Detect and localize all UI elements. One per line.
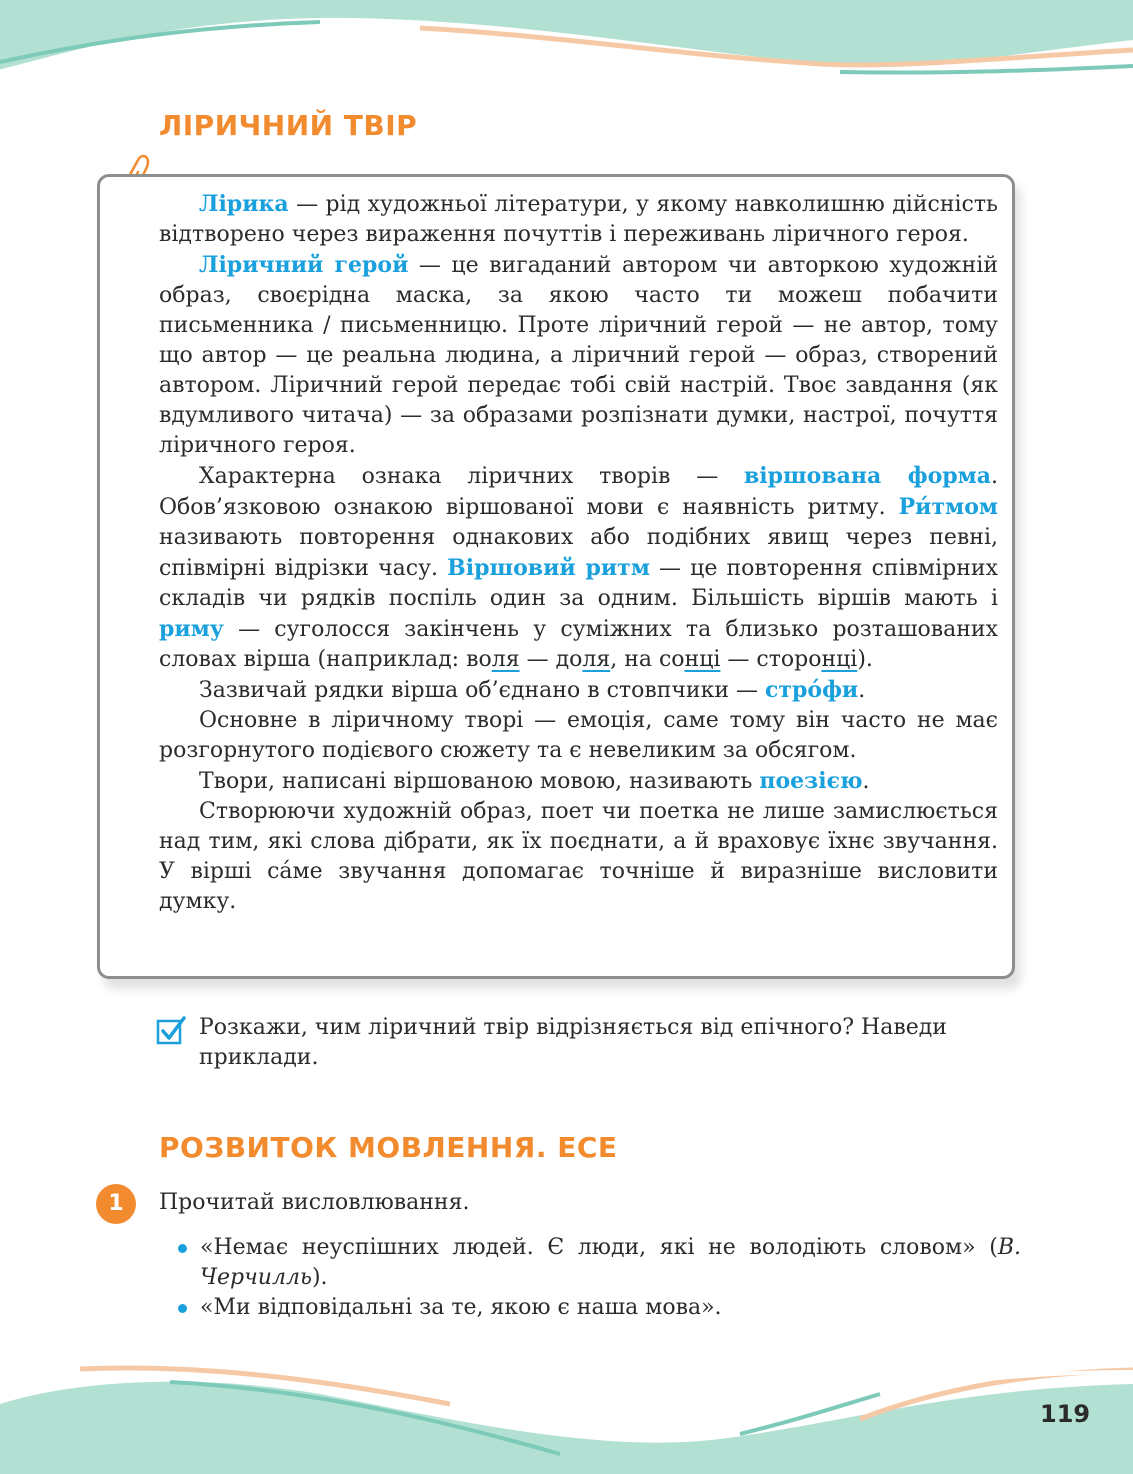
page-number: 119 xyxy=(1040,1400,1091,1428)
paragraph-text: , на со xyxy=(610,647,685,672)
section-title-lyric: ЛІРИЧНИЙ ТВІР xyxy=(159,109,418,142)
rhyme-underline: нці xyxy=(821,647,858,672)
review-question: Розкажи, чим ліричний твір відрізняється від епічного? Наведи приклади. xyxy=(199,1015,947,1070)
paragraph-text: — це вигаданий автором чи авторкою художній образ, своєрідна маска, за якою часто ти можеш побачити письменника / письменницю. Проте ліричний герой — не автор, тому що автор — це реальна людина, а ліричний герой — образ, створений автором. Ліричний герой передає тобі свій настрій. Твоє завдання (як вдумливого читача) — за образами розпізнати думки, настрої, почуття ліричного героя. xyxy=(159,253,998,458)
term-rhyme: риму xyxy=(159,616,224,642)
top-wave-decoration xyxy=(0,0,1133,90)
paragraph-text: ). xyxy=(857,647,873,672)
quote-text: «Немає неуспішних людей. Є люди, які не володіють словом» ( xyxy=(200,1235,998,1260)
rhyme-underline: нці xyxy=(684,647,721,672)
paragraph-emotion: Основне в ліричному творі — емоція, саме тому він часто не має розгорнутого подієвого сюжету та є невеликим за обсягом. xyxy=(159,708,998,763)
task-number-badge: 1 xyxy=(96,1184,136,1224)
section-title-speech: РОЗВИТОК МОВЛЕННЯ. ЕСЕ xyxy=(159,1131,618,1164)
rhyme-underline: ля xyxy=(491,647,520,672)
list-item xyxy=(175,1233,1021,1293)
quote-author: В. Черчилль xyxy=(200,1235,1021,1290)
paragraph-text: називають повторення однакових або подібних явищ через певні, співмірні відрізки часу. xyxy=(159,525,998,581)
paragraph-text: . xyxy=(858,678,866,703)
paragraph-text: Твори, написані віршованою мовою, називають xyxy=(199,769,760,794)
term-poetry: поезією xyxy=(759,768,863,794)
bullet-icon xyxy=(178,1304,187,1313)
quote-text: ). xyxy=(311,1265,328,1290)
paragraph-text: . Обов’язковою ознакою віршованої мови є наявність ритму. xyxy=(159,464,998,520)
paragraph-text: — сторо xyxy=(720,647,822,672)
list-item xyxy=(175,1293,1021,1323)
bottom-wave-decoration xyxy=(0,1364,1133,1474)
checkbox-icon xyxy=(156,1016,186,1046)
term-stanza: стро́фи xyxy=(764,677,859,703)
paragraph-lyric-hero xyxy=(159,250,998,461)
paragraph-text: — рід художньої літератури, у якому навколишню дійсність відтворено через вираження почуттів і переживань ліричного героя. xyxy=(159,192,998,247)
paragraph-lyric-definition xyxy=(159,189,998,250)
paragraph-text: — до xyxy=(519,647,583,672)
paragraph-sound: Створюючи художній образ, поет чи поетка не лише замислюється над тим, які слова дібрати, як їх поєднати, а й враховує їхнє звучання. У вірші са́ме звучання допомагає точніше й виразніше висловити думку. xyxy=(159,799,998,914)
term-lyric-hero: Ліричний герой xyxy=(199,252,409,278)
paragraph-text: — суголосся закінчень у суміжних та близько розташованих словах вірша (наприклад: во xyxy=(159,617,998,672)
paragraph-text: . xyxy=(862,769,870,794)
term-rhythm: Ри́тмом xyxy=(898,494,998,520)
term-verse-rhythm: Віршовий ритм xyxy=(447,555,650,581)
paragraph-text: Зазвичай рядки вірша об’єднано в стовпчики — xyxy=(199,678,765,703)
rhyme-underline: ля xyxy=(582,647,611,672)
task-instruction: Прочитай висловлювання. xyxy=(159,1190,470,1215)
paragraph-stanzas xyxy=(159,675,998,706)
paragraph-text: — це повторення співмірних складів чи рядків поспіль один за одним. Більшість віршів мають і xyxy=(159,556,998,611)
paragraph-poetry xyxy=(159,766,998,797)
quote-list xyxy=(175,1233,1021,1323)
paragraph-verse-form xyxy=(159,461,998,675)
term-lyric: Лірика xyxy=(199,191,289,217)
paragraph-text: Характерна ознака ліричних творів — xyxy=(199,464,745,489)
bullet-icon xyxy=(178,1244,187,1253)
quote-text: «Ми відповідальні за те, якою є наша мова». xyxy=(200,1295,722,1320)
theory-text xyxy=(159,189,998,917)
term-verse-form: віршована форма xyxy=(744,463,991,489)
